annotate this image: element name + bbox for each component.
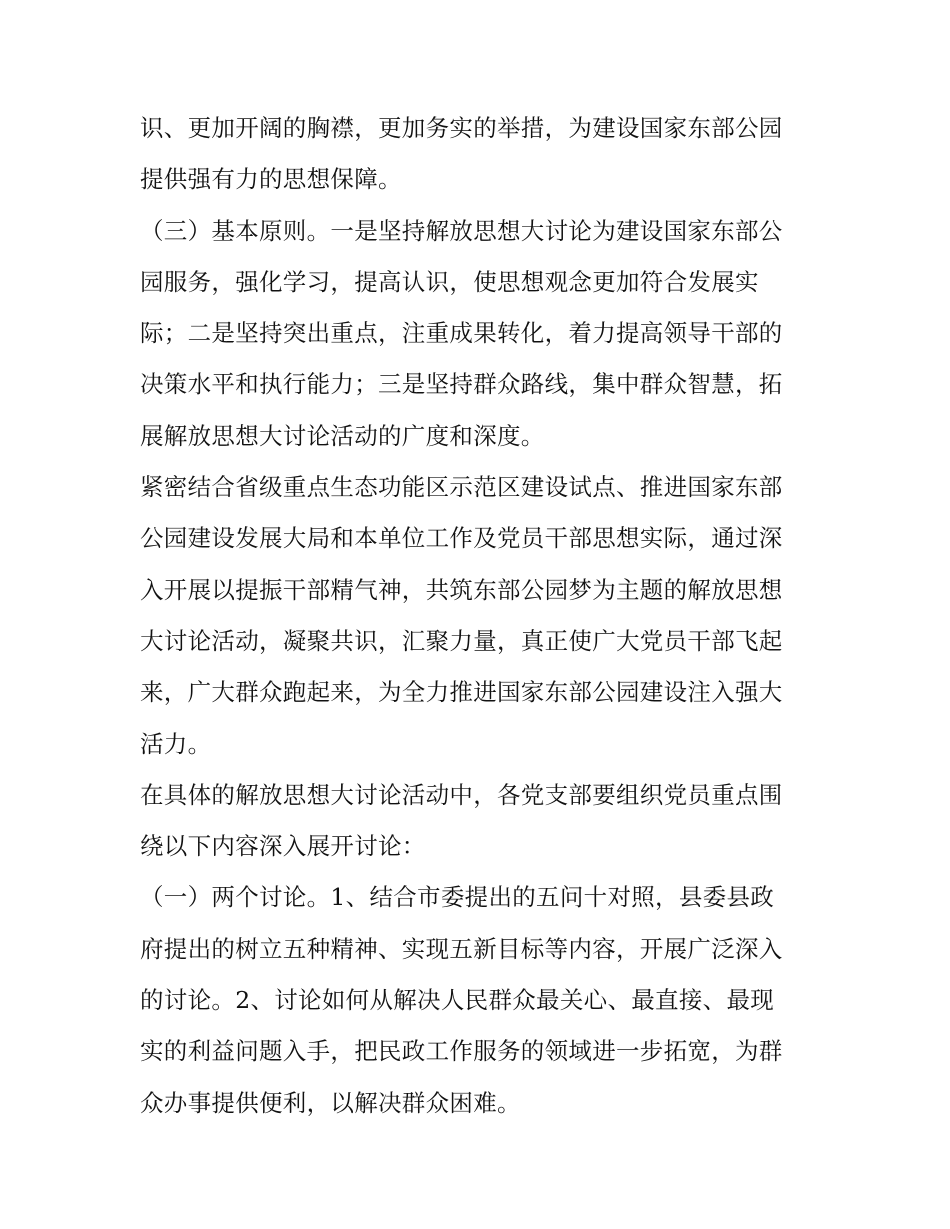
text-line: 众办事提供便利，以解决群众困难。 — [140, 1088, 521, 1117]
text-line: （三）基本原则。一是坚持解放思想大讨论为建设国家东部公 — [140, 216, 783, 245]
text-line: 际；二是坚持突出重点，注重成果转化，着力提高领导干部的 — [140, 319, 783, 348]
text-line: （一）两个讨论。1、结合市委提出的五问十对照，县委县政 — [140, 883, 775, 912]
text-line: 识、更加开阔的胸襟，更加务实的举措，为建设国家东部公园 — [140, 114, 783, 142]
document-page — [140, 103, 820, 1129]
text-line: 提供强有力的思想保障。 — [140, 165, 402, 194]
text-line: 府提出的树立五种精神、实现五新目标等内容，开展广泛深入 — [140, 934, 783, 963]
text-line: 实的利益问题入手，把民政工作服务的领域进一步拓宽，为群 — [140, 1037, 783, 1066]
text-line: 展解放思想大讨论活动的广度和深度。 — [140, 421, 545, 450]
text-line: 大讨论活动，凝聚共识，汇聚力量，真正使广大党员干部飞起 — [140, 626, 783, 655]
text-line: 绕以下内容深入展开讨论： — [140, 832, 426, 861]
text-line: 来，广大群众跑起来，为全力推进国家东部公园建设注入强大 — [140, 678, 783, 707]
text-line: 的讨论。2、讨论如何从解决人民群众最关心、最直接、最现 — [140, 986, 775, 1015]
text-line: 园服务，强化学习，提高认识，使思想观念更加符合发展实 — [140, 267, 759, 296]
text-line: 入开展以提振干部精气神，共筑东部公园梦为主题的解放思想 — [140, 575, 783, 604]
text-line: 紧密结合省级重点生态功能区示范区建设试点、推进国家东部 — [140, 473, 783, 502]
text-line: 活力。 — [140, 729, 212, 758]
text-line: 在具体的解放思想大讨论活动中，各党支部要组织党员重点围 — [140, 780, 783, 809]
text-line: 公园建设发展大局和本单位工作及党员干部思想实际，通过深 — [140, 524, 783, 553]
text-line: 决策水平和执行能力；三是坚持群众路线，集中群众智慧，拓 — [140, 370, 783, 399]
